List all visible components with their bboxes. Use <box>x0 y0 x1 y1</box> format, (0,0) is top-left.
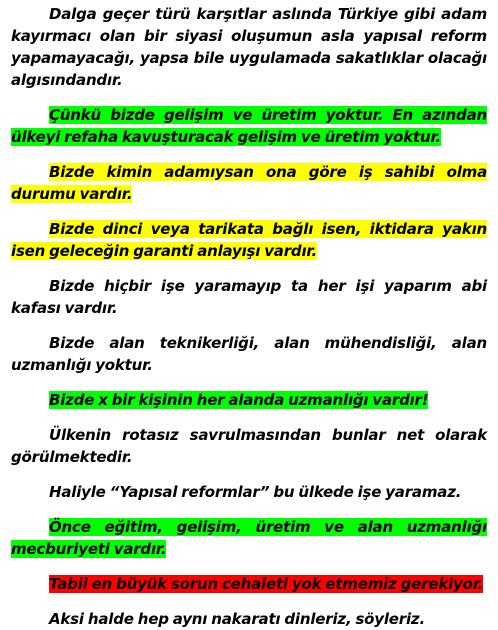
paragraph-9 <box>11 481 487 503</box>
paragraph-12 <box>11 608 487 630</box>
paragraph-8-text: Ülkenin rotasız savrulmasından bunlar net olarak görülmektedir. <box>11 426 487 466</box>
paragraph-5-text: Bizde hiçbir işe yaramayıp ta her işi yaparım abi kafası vardır. <box>11 277 487 317</box>
paragraph-1 <box>11 3 487 91</box>
paragraph-7 <box>11 389 487 411</box>
paragraph-10-text: Önce eğitim, gelişim, üretim ve alan uzmanlığı mecburiyeti vardır. <box>11 518 487 558</box>
paragraph-12-text: Aksi halde hep aynı nakaratı dinleriz, söyleriz. <box>49 610 425 628</box>
paragraph-5 <box>11 275 487 319</box>
paragraph-8 <box>11 424 487 468</box>
paragraph-4-text: Bizde dinci veya tarikata bağlı isen, iktidara yakın isen geleceğin garanti anlayışı vardır. <box>11 220 487 260</box>
paragraph-11 <box>11 573 487 595</box>
paragraph-2-text: Çünkü bizde gelişim ve üretim yoktur. En azından ülkeyi refaha kavuşturacak gelişim ve üretim yoktur. <box>11 106 487 146</box>
paragraph-9-text: Haliyle “Yapısal reformlar” bu ülkede işe yaramaz. <box>49 483 462 501</box>
paragraph-11-text: Tabii en büyük sorun cehaleti yok etmemiz gerekiyor. <box>49 575 484 593</box>
paragraph-10 <box>11 516 487 560</box>
paragraph-4 <box>11 218 487 262</box>
paragraph-3-text: Bizde kimin adamıysan ona göre iş sahibi olma durumu vardır. <box>11 163 487 203</box>
paragraph-6 <box>11 332 487 376</box>
paragraph-2 <box>11 104 487 148</box>
paragraph-3 <box>11 161 487 205</box>
paragraph-1-text: Dalga geçer türü karşıtlar aslında Türkiye gibi adam kayırmacı olan bir siyasi oluşumun asla yapısal reform yapamayacağı, yapsa bile uygulamada sakatlıklar olacağı algısındandır. <box>11 5 487 89</box>
paragraph-6-text: Bizde alan teknikerliği, alan mühendisliği, alan uzmanlığı yoktur. <box>11 334 487 374</box>
paragraph-7-text: Bizde x bir kişinin her alanda uzmanlığı vardır! <box>49 391 429 409</box>
